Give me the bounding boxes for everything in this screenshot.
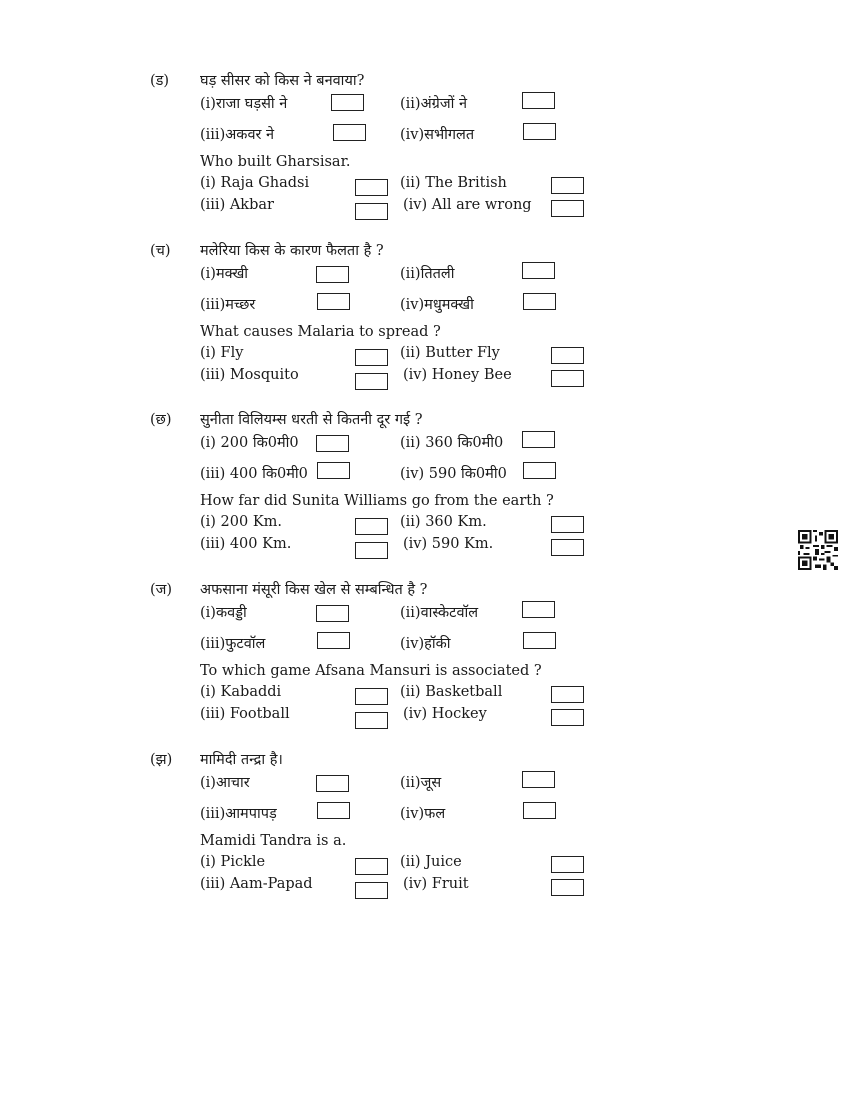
hindi-option: (ii) 360 कि0मी0 xyxy=(400,435,504,451)
english-question: To which game Afsana Mansuri is associated ? xyxy=(200,663,542,679)
answer-box[interactable] xyxy=(331,94,364,111)
answer-box[interactable] xyxy=(355,858,388,875)
answer-box[interactable] xyxy=(523,632,556,649)
hindi-option: (ii)अंग्रेजों ने xyxy=(400,96,468,112)
hindi-option: (iv)फल xyxy=(400,806,446,822)
hindi-question: सुनीता विलियम्स धरती से कितनी दूर गई ? xyxy=(200,412,423,428)
english-option: (iv) 590 Km. xyxy=(403,536,494,552)
answer-box[interactable] xyxy=(523,802,556,819)
english-question: How far did Sunita Williams go from the earth ? xyxy=(200,493,554,509)
answer-box[interactable] xyxy=(355,712,388,729)
answer-box[interactable] xyxy=(523,462,556,479)
answer-box[interactable] xyxy=(551,177,584,194)
hindi-option: (iii)फुटवॉल xyxy=(200,636,266,652)
answer-box[interactable] xyxy=(551,516,584,533)
english-option: (ii) Butter Fly xyxy=(400,345,500,361)
answer-box[interactable] xyxy=(551,370,584,387)
answer-box[interactable] xyxy=(355,179,388,196)
hindi-option: (iv) 590 कि0मी0 xyxy=(400,466,507,482)
english-option: (iv) Hockey xyxy=(403,706,487,722)
hindi-option: (iv)हॉकी xyxy=(400,636,451,652)
answer-box[interactable] xyxy=(522,771,555,788)
answer-box[interactable] xyxy=(551,200,584,217)
hindi-option: (i)मक्खी xyxy=(200,266,249,282)
answer-box[interactable] xyxy=(522,601,555,618)
english-option: (i) Kabaddi xyxy=(200,684,282,700)
answer-box[interactable] xyxy=(317,462,350,479)
question-label: (झ) xyxy=(150,752,173,768)
hindi-question: मलेरिया किस के कारण फैलता है ? xyxy=(200,243,384,259)
english-option: (ii) Juice xyxy=(400,854,462,870)
answer-box[interactable] xyxy=(355,882,388,899)
answer-box[interactable] xyxy=(333,124,366,141)
hindi-option: (iii) 400 कि0मी0 xyxy=(200,466,308,482)
answer-box[interactable] xyxy=(355,373,388,390)
answer-box[interactable] xyxy=(355,518,388,535)
answer-box[interactable] xyxy=(551,347,584,364)
answer-box[interactable] xyxy=(355,203,388,220)
english-option: (iv) All are wrong xyxy=(403,197,532,213)
hindi-option: (i)आचार xyxy=(200,775,250,791)
english-question: Mamidi Tandra is a. xyxy=(200,833,347,849)
english-option: (iii) 400 Km. xyxy=(200,536,292,552)
answer-box[interactable] xyxy=(355,542,388,559)
qr-code-icon xyxy=(798,530,838,570)
english-option: (iv) Honey Bee xyxy=(403,367,512,383)
answer-box[interactable] xyxy=(551,856,584,873)
hindi-option: (i)राजा घड़सी ने xyxy=(200,96,288,112)
hindi-question: घड़ सीसर को किस ने बनवाया? xyxy=(200,73,365,89)
answer-box[interactable] xyxy=(522,262,555,279)
hindi-option: (iii)अकवर ने xyxy=(200,127,275,143)
answer-box[interactable] xyxy=(317,802,350,819)
english-option: (iv) Fruit xyxy=(403,876,469,892)
hindi-option: (iv)मधुमक्खी xyxy=(400,297,474,313)
hindi-option: (iv)सभीगलत xyxy=(400,127,475,143)
answer-box[interactable] xyxy=(317,632,350,649)
question-label: (च) xyxy=(150,243,171,259)
english-question: Who built Gharsisar. xyxy=(200,154,351,170)
answer-box[interactable] xyxy=(523,293,556,310)
answer-box[interactable] xyxy=(522,92,555,109)
answer-box[interactable] xyxy=(522,431,555,448)
english-option: (ii) The British xyxy=(400,175,507,191)
english-option: (ii) 360 Km. xyxy=(400,514,487,530)
hindi-option: (i) 200 कि0मी0 xyxy=(200,435,299,451)
hindi-option: (ii)जूस xyxy=(400,775,442,791)
answer-box[interactable] xyxy=(355,688,388,705)
english-option: (i) Pickle xyxy=(200,854,266,870)
hindi-option: (ii)वास्केटवॉल xyxy=(400,605,479,621)
english-question: What causes Malaria to spread ? xyxy=(200,324,441,340)
hindi-option: (ii)तितली xyxy=(400,266,455,282)
answer-box[interactable] xyxy=(523,123,556,140)
question-label: (ज) xyxy=(150,582,173,598)
answer-box[interactable] xyxy=(316,605,349,622)
english-option: (iii) Football xyxy=(200,706,290,722)
english-option: (i) Fly xyxy=(200,345,244,361)
answer-box[interactable] xyxy=(355,349,388,366)
english-option: (iii) Akbar xyxy=(200,197,274,213)
answer-box[interactable] xyxy=(316,266,349,283)
english-option: (i) 200 Km. xyxy=(200,514,283,530)
hindi-question: अफसाना मंसूरी किस खेल से सम्बन्धित है ? xyxy=(200,582,428,598)
answer-box[interactable] xyxy=(551,539,584,556)
answer-box[interactable] xyxy=(551,686,584,703)
answer-box[interactable] xyxy=(551,879,584,896)
question-label: (ड) xyxy=(150,73,170,89)
answer-box[interactable] xyxy=(316,775,349,792)
english-option: (iii) Aam-Papad xyxy=(200,876,313,892)
hindi-question: मामिदी तन्द्रा है। xyxy=(200,752,283,768)
hindi-option: (iii)मच्छर xyxy=(200,297,256,313)
answer-box[interactable] xyxy=(551,709,584,726)
question-label: (छ) xyxy=(150,412,172,428)
english-option: (ii) Basketball xyxy=(400,684,503,700)
hindi-option: (i)कवड्डी xyxy=(200,605,247,621)
hindi-option: (iii)आमपापड़ xyxy=(200,806,277,822)
english-option: (iii) Mosquito xyxy=(200,367,299,383)
answer-box[interactable] xyxy=(316,435,349,452)
english-option: (i) Raja Ghadsi xyxy=(200,175,310,191)
answer-box[interactable] xyxy=(317,293,350,310)
